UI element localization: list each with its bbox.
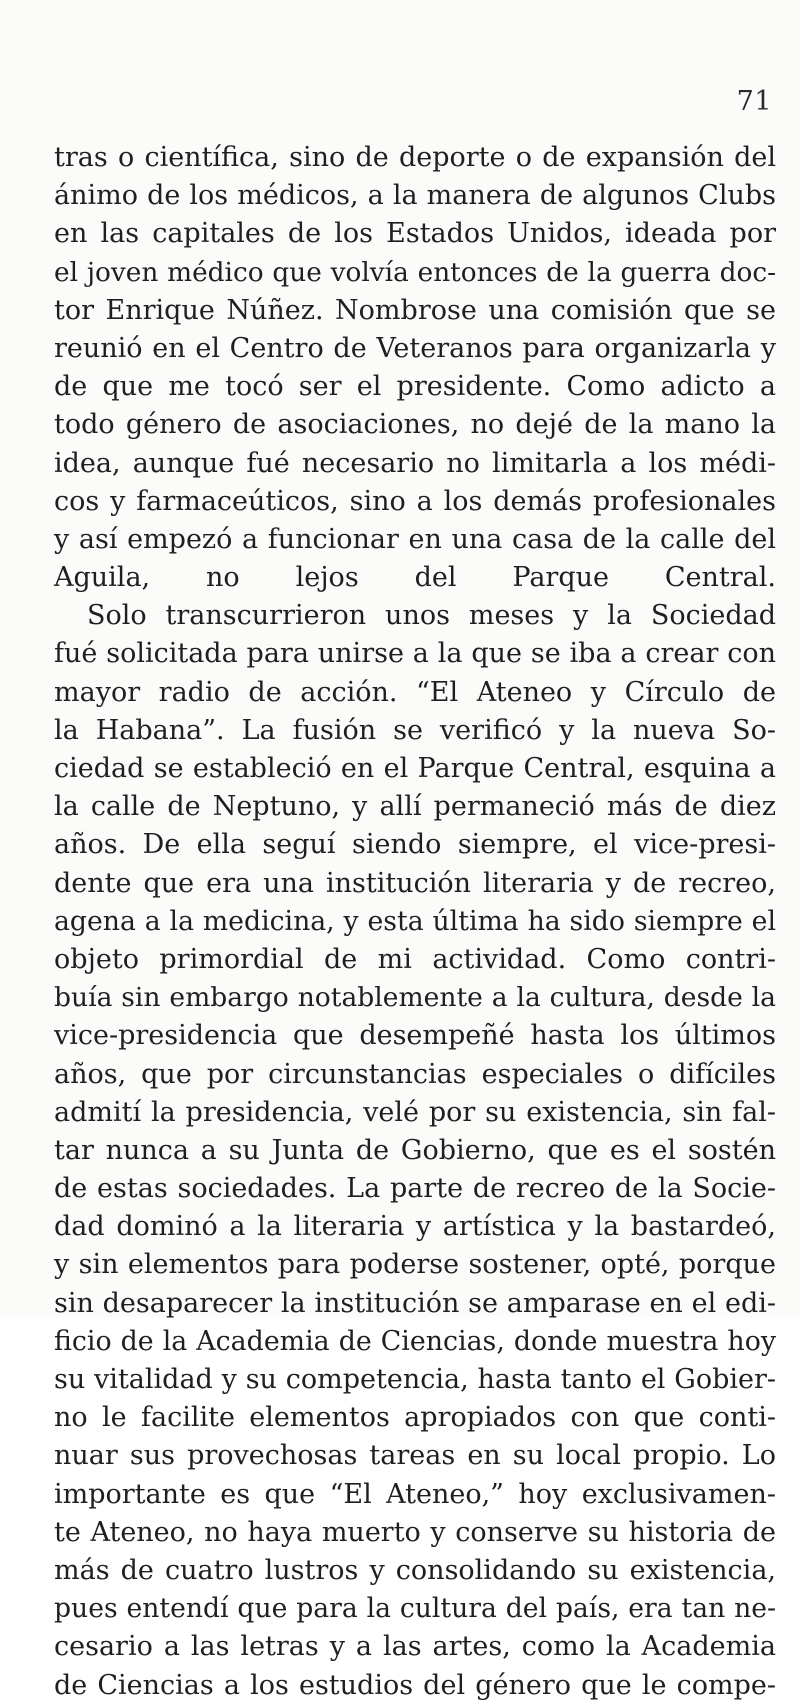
text-line: tras o científica, sino de deporte o de expansión del — [54, 142, 776, 173]
text-line: ánimo de los médicos, a la manera de algunos Clubs — [54, 180, 776, 212]
text-line: no le facilite elementos apropiados con que conti- — [54, 1402, 776, 1434]
text-line: el joven médico que volvía entonces de la guerra doc- — [54, 257, 776, 288]
text-line: dente que era una institución literaria y de recreo, — [54, 867, 776, 899]
text-line: de estas sociedades. La parte de recreo de la Socie- — [54, 1173, 776, 1205]
text-line: idea, aunque fué necesario no limitarla a los médi- — [54, 447, 776, 479]
text-line: objeto primordial de mi actividad. Como contri- — [54, 943, 776, 975]
text-line: ficio de la Academia de Ciencias, donde muestra hoy — [54, 1325, 776, 1357]
text-line: y así empezó a funcionar en una casa de la calle del — [54, 523, 776, 555]
text-line: vice-presidencia que desempeñé hasta los últimos — [54, 1020, 776, 1052]
text-line: fué solicitada para unirse a la que se iba a crear con — [54, 638, 776, 670]
text-line: todo género de asociaciones, no dejé de la mano la — [54, 409, 776, 441]
text-line: importante es que “El Ateneo,” hoy exclusivamen- — [54, 1478, 776, 1510]
text-line: Aguila, no lejos del Parque Central. — [54, 562, 776, 594]
text-line: años. De ella seguí siendo siempre, el vice-presi- — [54, 829, 776, 861]
body-text — [54, 139, 776, 1705]
text-line: la Habana”. La fusión se verificó y la nueva So- — [54, 714, 776, 746]
text-line: reunió en el Centro de Veteranos para organizarla y — [54, 332, 776, 364]
text-line: más de cuatro lustros y consolidando su existencia, — [54, 1554, 776, 1586]
text-line: dad dominó a la literaria y artística y la bastardeó, — [54, 1211, 776, 1243]
text-line: de que me tocó ser el presidente. Como adicto a — [54, 371, 776, 403]
text-line: ciedad se estableció en el Parque Central, esquina a — [54, 753, 776, 784]
text-line: admití la presidencia, velé por su existencia, sin fal- — [54, 1096, 776, 1128]
text-line: años, que por circunstancias especiales o difíciles — [54, 1058, 776, 1090]
text-line: nuar sus provechosas tareas en su local propio. Lo — [54, 1440, 776, 1472]
text-line: mayor radio de acción. “El Ateneo y Círculo de — [54, 676, 776, 708]
text-line: su vitalidad y su competencia, hasta tanto el Gobier- — [54, 1364, 776, 1395]
text-line: agena a la medicina, y esta última ha sido siempre el — [54, 905, 776, 937]
text-line: te Ateneo, no haya muerto y conserve su historia de — [54, 1516, 776, 1548]
text-line: buía sin embargo notablemente a la cultura, desde la — [54, 982, 776, 1014]
text-line: de Ciencias a los estudios del género que le compe- — [54, 1669, 776, 1701]
text-line: tar nunca a su Junta de Gobierno, que es el sostén — [54, 1134, 776, 1166]
text-line: en las capitales de los Estados Unidos, ideada por — [54, 218, 776, 250]
paragraph-first-line: Solo transcurrieron unos meses y la Sociedad — [87, 600, 776, 632]
text-line: y sin elementos para poderse sostener, opté, porque — [54, 1249, 776, 1281]
text-line: pues entendí que para la cultura del país, era tan ne- — [54, 1593, 776, 1625]
text-line: sin desaparecer la institución se amparase en el edi- — [54, 1287, 776, 1319]
page-number: 71 — [736, 86, 772, 117]
text-line: la calle de Neptuno, y allí permaneció más de diez — [54, 791, 776, 823]
text-line: tor Enrique Núñez. Nombrose una comisión que se — [54, 294, 776, 326]
text-line: cesario a las letras y a las artes, como la Academia — [54, 1631, 776, 1663]
text-line: cos y farmaceúticos, sino a los demás profesionales — [54, 485, 776, 517]
